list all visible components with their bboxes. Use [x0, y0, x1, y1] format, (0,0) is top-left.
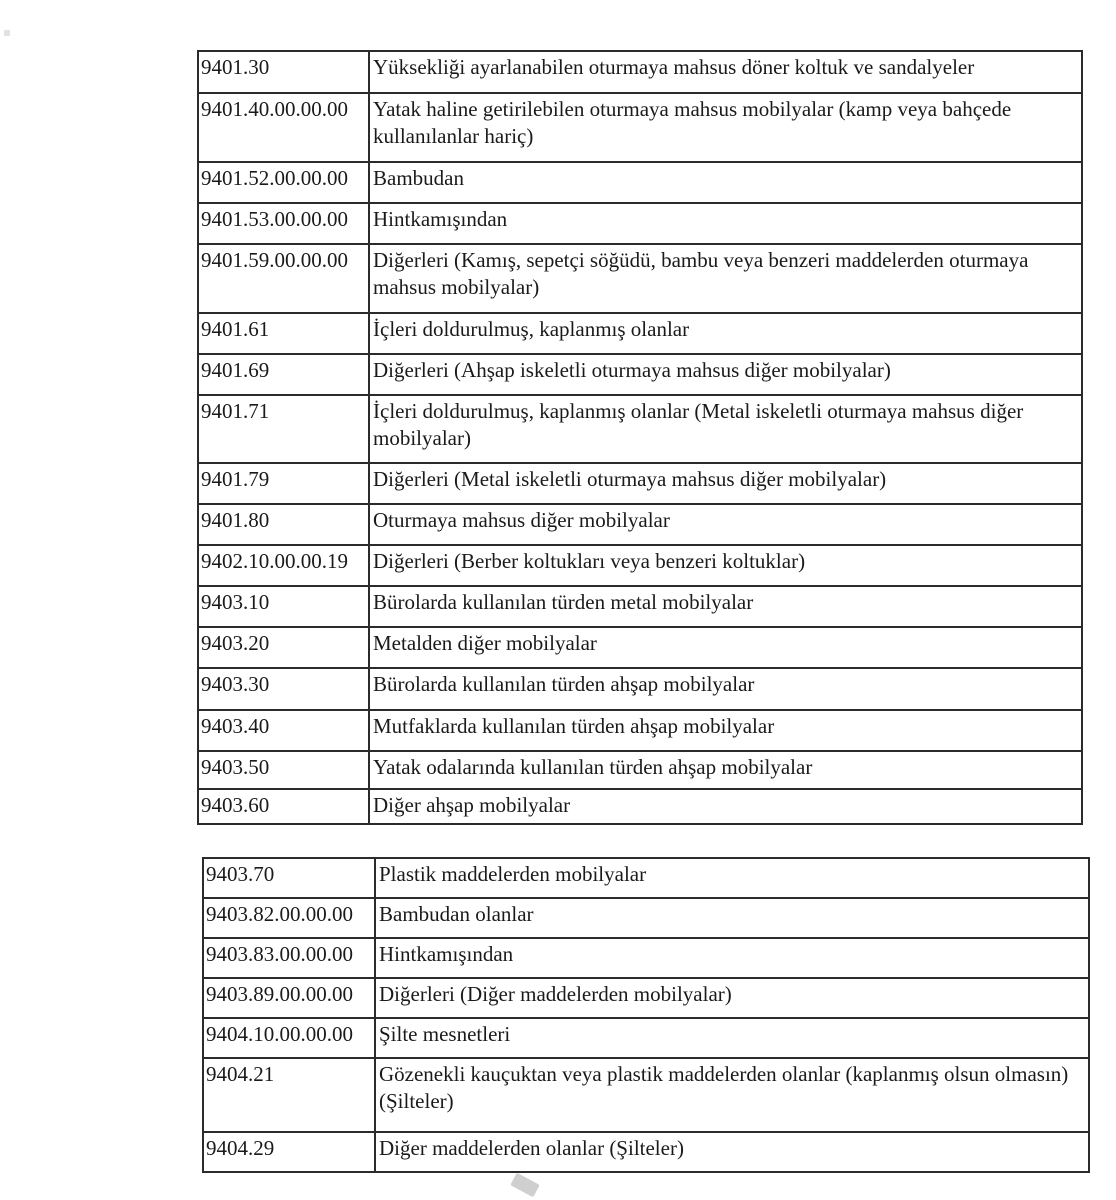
hs-code-cell: 9404.21: [203, 1058, 375, 1132]
table-row: [203, 858, 1089, 898]
table-row: [203, 1018, 1089, 1058]
table-row: [198, 710, 1082, 751]
description-cell: Hintkamışından: [375, 938, 1089, 978]
tariff-table-2: [202, 857, 1090, 1173]
table-row: [198, 789, 1082, 824]
description-cell: Şilte mesnetleri: [375, 1018, 1089, 1058]
table-row: [198, 668, 1082, 710]
hs-code-cell: 9403.70: [203, 858, 375, 898]
hs-code-cell: 9401.40.00.00.00: [198, 93, 369, 162]
description-cell: İçleri doldurulmuş, kaplanmış olanlar: [369, 313, 1082, 354]
hs-code-cell: 9403.20: [198, 627, 369, 668]
hs-code-cell: 9403.60: [198, 789, 369, 824]
hs-code-cell: 9401.30: [198, 51, 369, 93]
scan-artifact: [4, 30, 10, 36]
description-cell: Metalden diğer mobilyalar: [369, 627, 1082, 668]
table-row: [203, 1132, 1089, 1172]
description-cell: Diğerleri (Kamış, sepetçi söğüdü, bambu veya benzeri maddelerden oturmaya mahsus mobilyalar): [369, 244, 1082, 313]
description-cell: Bürolarda kullanılan türden metal mobilyalar: [369, 586, 1082, 627]
description-cell: Diğerleri (Ahşap iskeletli oturmaya mahsus diğer mobilyalar): [369, 354, 1082, 395]
hs-code-cell: 9403.40: [198, 710, 369, 751]
description-cell: Diğerleri (Diğer maddelerden mobilyalar): [375, 978, 1089, 1018]
table-row: [203, 978, 1089, 1018]
description-cell: İçleri doldurulmuş, kaplanmış olanlar (Metal iskeletli oturmaya mahsus diğer mobilyalar): [369, 395, 1082, 463]
table-row: [198, 586, 1082, 627]
table-row: [198, 463, 1082, 504]
hs-code-cell: 9401.52.00.00.00: [198, 162, 369, 203]
description-cell: Gözenekli kauçuktan veya plastik maddelerden olanlar (kaplanmış olsun olmasın) (Şilteler): [375, 1058, 1089, 1132]
description-cell: Diğer ahşap mobilyalar: [369, 789, 1082, 824]
description-cell: Yatak haline getirilebilen oturmaya mahsus mobilyalar (kamp veya bahçede kullanılanlar hariç): [369, 93, 1082, 162]
description-cell: Diğer maddelerden olanlar (Şilteler): [375, 1132, 1089, 1172]
hs-code-cell: 9401.69: [198, 354, 369, 395]
table-row: [198, 313, 1082, 354]
hs-code-cell: 9402.10.00.00.19: [198, 545, 369, 586]
table-row: [203, 898, 1089, 938]
hs-code-cell: 9401.71: [198, 395, 369, 463]
hs-code-cell: 9403.10: [198, 586, 369, 627]
hs-code-cell: 9404.29: [203, 1132, 375, 1172]
hs-code-cell: 9403.50: [198, 751, 369, 789]
hs-code-cell: 9401.61: [198, 313, 369, 354]
description-cell: Diğerleri (Metal iskeletli oturmaya mahsus diğer mobilyalar): [369, 463, 1082, 504]
hs-code-cell: 9403.30: [198, 668, 369, 710]
hs-code-cell: 9403.82.00.00.00: [203, 898, 375, 938]
description-cell: Plastik maddelerden mobilyalar: [375, 858, 1089, 898]
hs-code-cell: 9401.79: [198, 463, 369, 504]
tariff-table-1: [197, 50, 1083, 825]
table-row: [198, 354, 1082, 395]
table-row: [203, 938, 1089, 978]
hs-code-cell: 9401.53.00.00.00: [198, 203, 369, 244]
description-cell: Oturmaya mahsus diğer mobilyalar: [369, 504, 1082, 545]
table-row: [203, 1058, 1089, 1132]
table-row: [198, 93, 1082, 162]
description-cell: Mutfaklarda kullanılan türden ahşap mobilyalar: [369, 710, 1082, 751]
table-row: [198, 627, 1082, 668]
description-cell: Diğerleri (Berber koltukları veya benzeri koltuklar): [369, 545, 1082, 586]
description-cell: Bürolarda kullanılan türden ahşap mobilyalar: [369, 668, 1082, 710]
description-cell: Hintkamışından: [369, 203, 1082, 244]
description-cell: Yatak odalarında kullanılan türden ahşap mobilyalar: [369, 751, 1082, 789]
table-row: [198, 51, 1082, 93]
hs-code-cell: 9404.10.00.00.00: [203, 1018, 375, 1058]
hs-code-cell: 9401.80: [198, 504, 369, 545]
hs-code-cell: 9401.59.00.00.00: [198, 244, 369, 313]
table-row: [198, 545, 1082, 586]
description-cell: Bambudan: [369, 162, 1082, 203]
table-row: [198, 203, 1082, 244]
hs-code-cell: 9403.83.00.00.00: [203, 938, 375, 978]
table-row: [198, 244, 1082, 313]
table-row: [198, 751, 1082, 789]
table-row: [198, 395, 1082, 463]
table-row: [198, 162, 1082, 203]
table-row: [198, 504, 1082, 545]
hs-code-cell: 9403.89.00.00.00: [203, 978, 375, 1018]
description-cell: Yüksekliği ayarlanabilen oturmaya mahsus döner koltuk ve sandalyeler: [369, 51, 1082, 93]
scan-artifact: [510, 1173, 540, 1198]
description-cell: Bambudan olanlar: [375, 898, 1089, 938]
